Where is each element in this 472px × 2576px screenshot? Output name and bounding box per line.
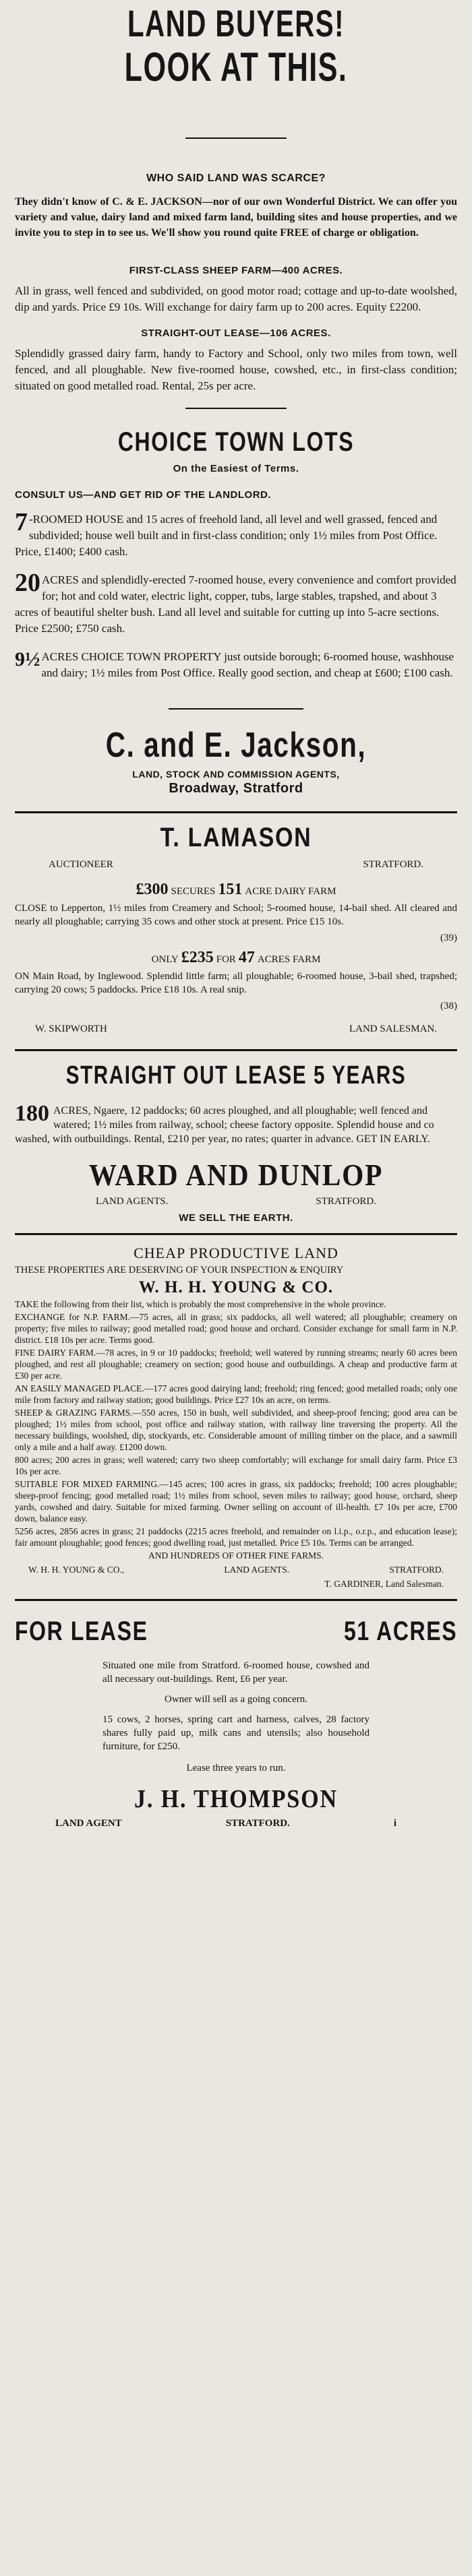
lease-acres-number: 180 <box>15 1104 49 1126</box>
ad2-number: (38) <box>440 1001 457 1011</box>
sheep-farm-heading: FIRST-CLASS SHEEP FARM—400 ACRES. <box>129 265 343 276</box>
lamason-block <box>15 823 457 1038</box>
young-para: SHEEP & GRAZING FARMS.—550 acres, 150 in bush, well subdivided, and sheep-proof fencing; good area can be ploughed; 1½ miles from school, post office and railway station, with railway line traversing the property. All the necessary buildings, woolshed, dip, stockyards, etc. Considerable amount of milling timber on the place, and a sawmill only a mile and a half away. £1200 down. <box>15 1408 457 1452</box>
ad2-only: ONLY <box>151 954 179 965</box>
lease-heading: STRAIGHT-OUT LEASE—106 ACRES. <box>141 327 331 339</box>
ad1-secures: SECURES <box>171 886 216 897</box>
salesman-name: W. SKIPWORTH <box>35 1024 107 1034</box>
consult-text: CONSULT US—AND GET RID OF THE LANDLORD. <box>15 489 272 501</box>
ward-dunlop-slogan: WE SELL THE EARTH. <box>179 1212 293 1224</box>
lot-text: ACRES and splendidly-erected 7-roomed house, every convenience and comfort provided for; hot and cold water, electric light, copper, tubs, large stables, trapshed, and about 3 acres of beautiful shelter bush. Land all level and suitable for cutting up into 5-acre sections. Price £2500; £750 cash. <box>15 573 456 635</box>
jackson-place: Broadway, Stratford <box>169 781 303 796</box>
jackson-block <box>15 726 457 796</box>
young-para: TAKE the following from their list, which is probably the most comprehensive in the whole province. <box>15 1299 386 1309</box>
lot-drop-number: 9½ <box>15 649 40 670</box>
jackson-name: C. and E. Jackson, <box>105 726 367 765</box>
ward-dunlop-name: WARD AND DUNLOP <box>88 1158 384 1192</box>
divider <box>15 1049 457 1051</box>
thompson-block <box>15 1616 457 1833</box>
jackson-desc: LAND, STOCK AND COMMISSION AGENTS, <box>132 769 340 780</box>
lot-item <box>15 572 457 637</box>
headline-town-lots: CHOICE TOWN LOTS <box>117 427 355 457</box>
ad1-text: CLOSE to Lepperton, 1½ miles from Creamery and School; 5-roomed house, 14-bail shed. All cleared and nearly all ploughable; carrying 35 cows and other stock at present. Price £15 10s. <box>15 903 457 927</box>
young-sig-town: STRATFORD. <box>389 1565 444 1575</box>
young-para: AN EASILY MANAGED PLACE.—177 acres good dairying land; freehold; ring fenced; good metalled roads; only one mile from factory and railway station; good buildings. Price £27 10s an acre, on terms. <box>15 1383 457 1405</box>
ad1-label: ACRE DAIRY FARM <box>245 886 336 897</box>
ad2-acres: 47 <box>238 949 255 966</box>
young-headline: CHEAP PRODUCTIVE LAND <box>134 1245 338 1261</box>
ad2-heading <box>15 949 457 967</box>
page-number: i <box>393 1818 396 1829</box>
sheep-farm-text: All in grass, well fenced and subdivided, on good motor road; cottage and up-to-date woolshed, dip and yards. Price £9 10s. Will exchange for dairy farm up to 200 acres. Equity £2200. <box>15 284 457 313</box>
headline-straight-out-lease: STRAIGHT OUT LEASE 5 YEARS <box>65 1061 407 1090</box>
ad2-label: ACRES FARM <box>257 954 321 965</box>
ad2-price: £235 <box>181 949 214 966</box>
salesman-title: LAND SALESMAN. <box>349 1024 437 1034</box>
ad2-text: ON Main Road, by Inglewood. Splendid little farm; all ploughable; 6-roomed house, 3-bail shed, trapshed; carrying 20 cows; 5 paddocks. Price £18 10s. A real snip. <box>15 971 457 995</box>
headline-look-at-this: LOOK AT THIS. <box>124 44 348 90</box>
acres-heading: 51 ACRES <box>343 1616 457 1646</box>
ad1-heading <box>15 881 457 899</box>
thompson-para: Owner will sell as a going concern. <box>164 1694 308 1705</box>
young-footer: AND HUNDREDS OF OTHER FINE FARMS. <box>148 1550 324 1561</box>
young-salesman: T. GARDINER, Land Salesman. <box>324 1579 444 1589</box>
thompson-agent: LAND AGENT <box>55 1818 122 1829</box>
lamason-name: T. LAMASON <box>160 823 312 852</box>
lamason-role: AUCTIONEER <box>49 859 113 870</box>
young-para: FINE DAIRY FARM.—78 acres, in 9 or 10 paddocks; freehold; well watered by running streams; nearly 60 acres been ploughed, and rest all ploughable; creamery on section; good house and outbuildings. A cheap and productive farm at £30 per acre. <box>15 1348 457 1381</box>
lot-drop-number: 20 <box>15 572 40 597</box>
ward-dunlop-town: STRATFORD. <box>316 1196 376 1207</box>
lot-item <box>15 511 457 560</box>
lease-text: ACRES, Ngaere, 12 paddocks; 60 acres ploughed, and all ploughable; well fenced and watered; 1½ miles from railway, school; cheese factory opposite. Splendid house and co washed, with outbuildings. Rental, £210 per year, no rates; quarter in advance. GET IN EARLY. <box>15 1105 434 1145</box>
ad1-number: (39) <box>440 933 457 943</box>
young-sig-agents: LAND AGENTS. <box>224 1565 290 1575</box>
young-para: EXCHANGE for N.P. FARM.—75 acres, all in grass; six paddocks, all well watered; all ploughable; creamery on property; five miles to railway; good metalled road; good house and orchard. Consider exchange for small farm in N.P. district. £18 10s per acre. Terms good. <box>15 1312 457 1345</box>
ad2-for: FOR <box>216 954 236 965</box>
lot-text: ACRES CHOICE TOWN PROPERTY just outside borough; 6-roomed house, washhouse and dairy; 1½ miles from Post Office. Really good section, and cheap at £600; £100 cash. <box>41 650 454 679</box>
lease-item <box>15 1104 457 1146</box>
divider <box>15 811 457 813</box>
young-name: W. H. H. YOUNG & CO. <box>138 1278 334 1296</box>
ad1-acres: 151 <box>218 881 243 898</box>
divider <box>15 1233 457 1235</box>
thompson-para: 15 cows, 2 horses, spring cart and harness, calves, 28 factory shares fully paid up, milk cans and utensils; also household furniture, for £250. <box>102 1714 370 1752</box>
headline-land-buyers: LAND BUYERS! <box>127 2 345 44</box>
lamason-town: STRATFORD. <box>363 859 423 870</box>
lot-item <box>15 649 457 681</box>
young-para: 5256 acres, 2856 acres in grass; 21 paddocks (2215 acres freehold, and remainder on l.i.p., o.r.p., and education lease); fair amount ploughable; good fences; good dwelling road, just metalled. Price £5 10s. Terms can be arranged. <box>15 1526 457 1548</box>
thompson-para: Situated one mile from Stratford. 6-roomed house, cowshed and all necessary out-buildings. Rent, £6 per year. <box>102 1660 370 1685</box>
young-para: SUITABLE FOR MIXED FARMING.—145 acres; 100 acres in grass, six paddocks; freehold; 100 acres ploughable; sheep-proof fencing; good metalled road; 1½ miles from school, seven miles to railway; good house, orchard, sheep yards, cowshed and dairy. Suitable for mixed farming. Owner selling on account of ill-health. £7 10s per acre, £700 down, balance easy. <box>15 1479 457 1523</box>
land-buyers-section <box>15 0 457 394</box>
ward-dunlop-block <box>15 1061 457 1224</box>
young-block <box>15 1245 457 1590</box>
thompson-para: Lease three years to run. <box>186 1763 286 1773</box>
question-heading: WHO SAID LAND WAS SCARCE? <box>146 172 326 184</box>
ad1-price: £300 <box>136 881 169 898</box>
divider <box>15 1599 457 1601</box>
lot-text: -ROOMED HOUSE and 15 acres of freehold land, all level and well grassed, fenced and subdivided; house well built and in first-class condition; only 1½ miles from Post Office. Price, £1400; £400 cash. <box>15 513 438 558</box>
young-sub: THESE PROPERTIES ARE DESERVING OF YOUR INSPECTION & ENQUIRY <box>15 1265 344 1276</box>
thompson-name: J. H. THOMPSON <box>134 1785 338 1813</box>
for-lease-heading: FOR LEASE <box>15 1616 148 1646</box>
intro-text: They didn't know of C. & E. JACKSON—nor of our own Wonderful District. We can offer you variety and value, dairy land and mixed farm land, building sites and house properties, and we invite you to step in to see us. We'll show you round quite FREE of charge or obligation. <box>15 196 457 239</box>
town-lots-section <box>15 427 457 681</box>
lease-text: Splendidly grassed dairy farm, handy to Factory and School, only two miles from town, well fenced, and all ploughable. New five-roomed house, cowshed, etc., in first-class condition; situated on good metalled road. Rental, 25s per acre. <box>15 347 457 392</box>
thompson-town: STRATFORD. <box>225 1818 290 1829</box>
lot-drop-number: 7 <box>15 511 28 536</box>
ward-dunlop-agents: LAND AGENTS. <box>96 1196 169 1207</box>
terms-text: On the Easiest of Terms. <box>173 463 299 474</box>
young-para: 800 acres; 200 acres in grass; well watered; carry two sheep comfortably; will exchange for small dairy farm. Price £3 10s per acre. <box>15 1455 457 1476</box>
young-sig-name: W. H. H. YOUNG & CO., <box>28 1565 125 1575</box>
